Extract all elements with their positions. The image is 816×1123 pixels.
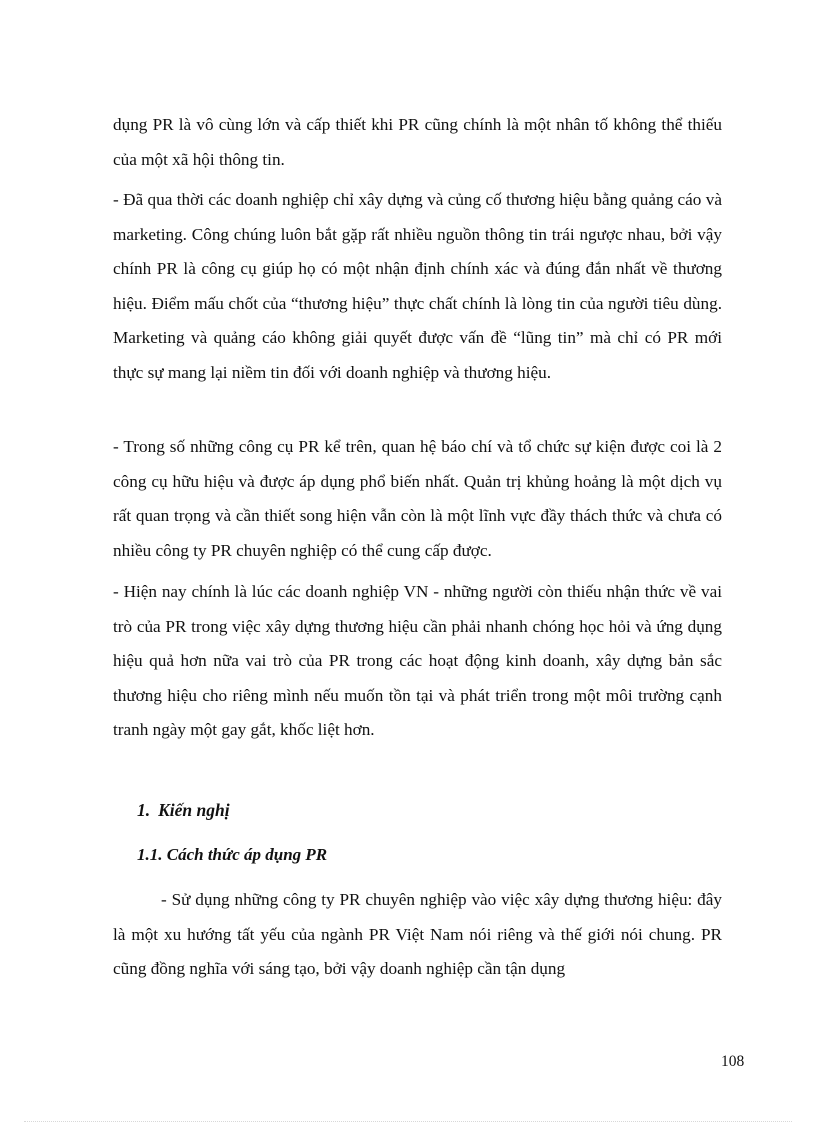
section-heading bbox=[137, 800, 230, 821]
paragraph-subsection-body: - Sử dụng những công ty PR chuyên nghiệp vào việc xây dựng thương hiệu: đây là một xu hướng tất yếu của ngành PR Việt Nam nói riêng và thế giới nói chung. PR cũng đồng nghĩa với sáng tạo, bởi vậy doanh nghiệp cần tận dụng bbox=[113, 890, 722, 978]
subsection-title: Cách thức áp dụng PR bbox=[166, 845, 328, 864]
subsection-heading bbox=[137, 845, 327, 865]
section-number: 1. bbox=[137, 800, 151, 820]
paragraph-bullet-pr-tools: - Trong số những công cụ PR kể trên, quan hệ báo chí và tổ chức sự kiện được coi là 2 công cụ hữu hiệu và được áp dụng phổ biến nhất. Quản trị khủng hoảng là một dịch vụ rất quan trọng và cần thiết song hiện vẫn còn là một lĩnh vực đầy thách thức và chưa có nhiều công ty PR chuyên nghiệp có thể cung cấp được. bbox=[113, 437, 722, 560]
footer-divider bbox=[24, 1121, 792, 1122]
paragraph-bullet-vn-enterprises: - Hiện nay chính là lúc các doanh nghiệp VN - những người còn thiếu nhận thức về vai trò của PR trong việc xây dựng thương hiệu cần phải nhanh chóng học hỏi và ứng dụng hiệu quả hơn nữa vai trò của PR trong các hoạt động kinh doanh, xây dựng bản sắc thương hiệu cho riêng mình nếu muốn tồn tại và phát triển trong một môi trường cạnh tranh ngày một gay gắt, khốc liệt hơn. bbox=[113, 582, 722, 739]
subsection-number: 1.1. bbox=[137, 845, 163, 864]
page-number: 108 bbox=[721, 1053, 745, 1070]
paragraph-intro-continuation: dụng PR là vô cùng lớn và cấp thiết khi PR cũng chính là một nhân tố không thể thiếu của một xã hội thông tin. bbox=[113, 115, 722, 169]
paragraph-bullet-branding: - Đã qua thời các doanh nghiệp chỉ xây dựng và củng cố thương hiệu bằng quảng cáo và marketing. Công chúng luôn bắt gặp rất nhiều nguồn thông tin trái ngược nhau, bởi vậy chính PR là công cụ giúp họ có một nhận định chính xác và đúng đắn nhất về thương hiệu. Điểm mấu chốt của “thương hiệu” thực chất chính là lòng tin của người tiêu dùng. Marketing và quảng cáo không giải quyết được vấn đề “lũng tin” mà chỉ có PR mới thực sự mang lại niềm tin đối với doanh nghiệp và thương hiệu. bbox=[113, 190, 722, 382]
section-title: Kiến nghị bbox=[158, 800, 230, 820]
